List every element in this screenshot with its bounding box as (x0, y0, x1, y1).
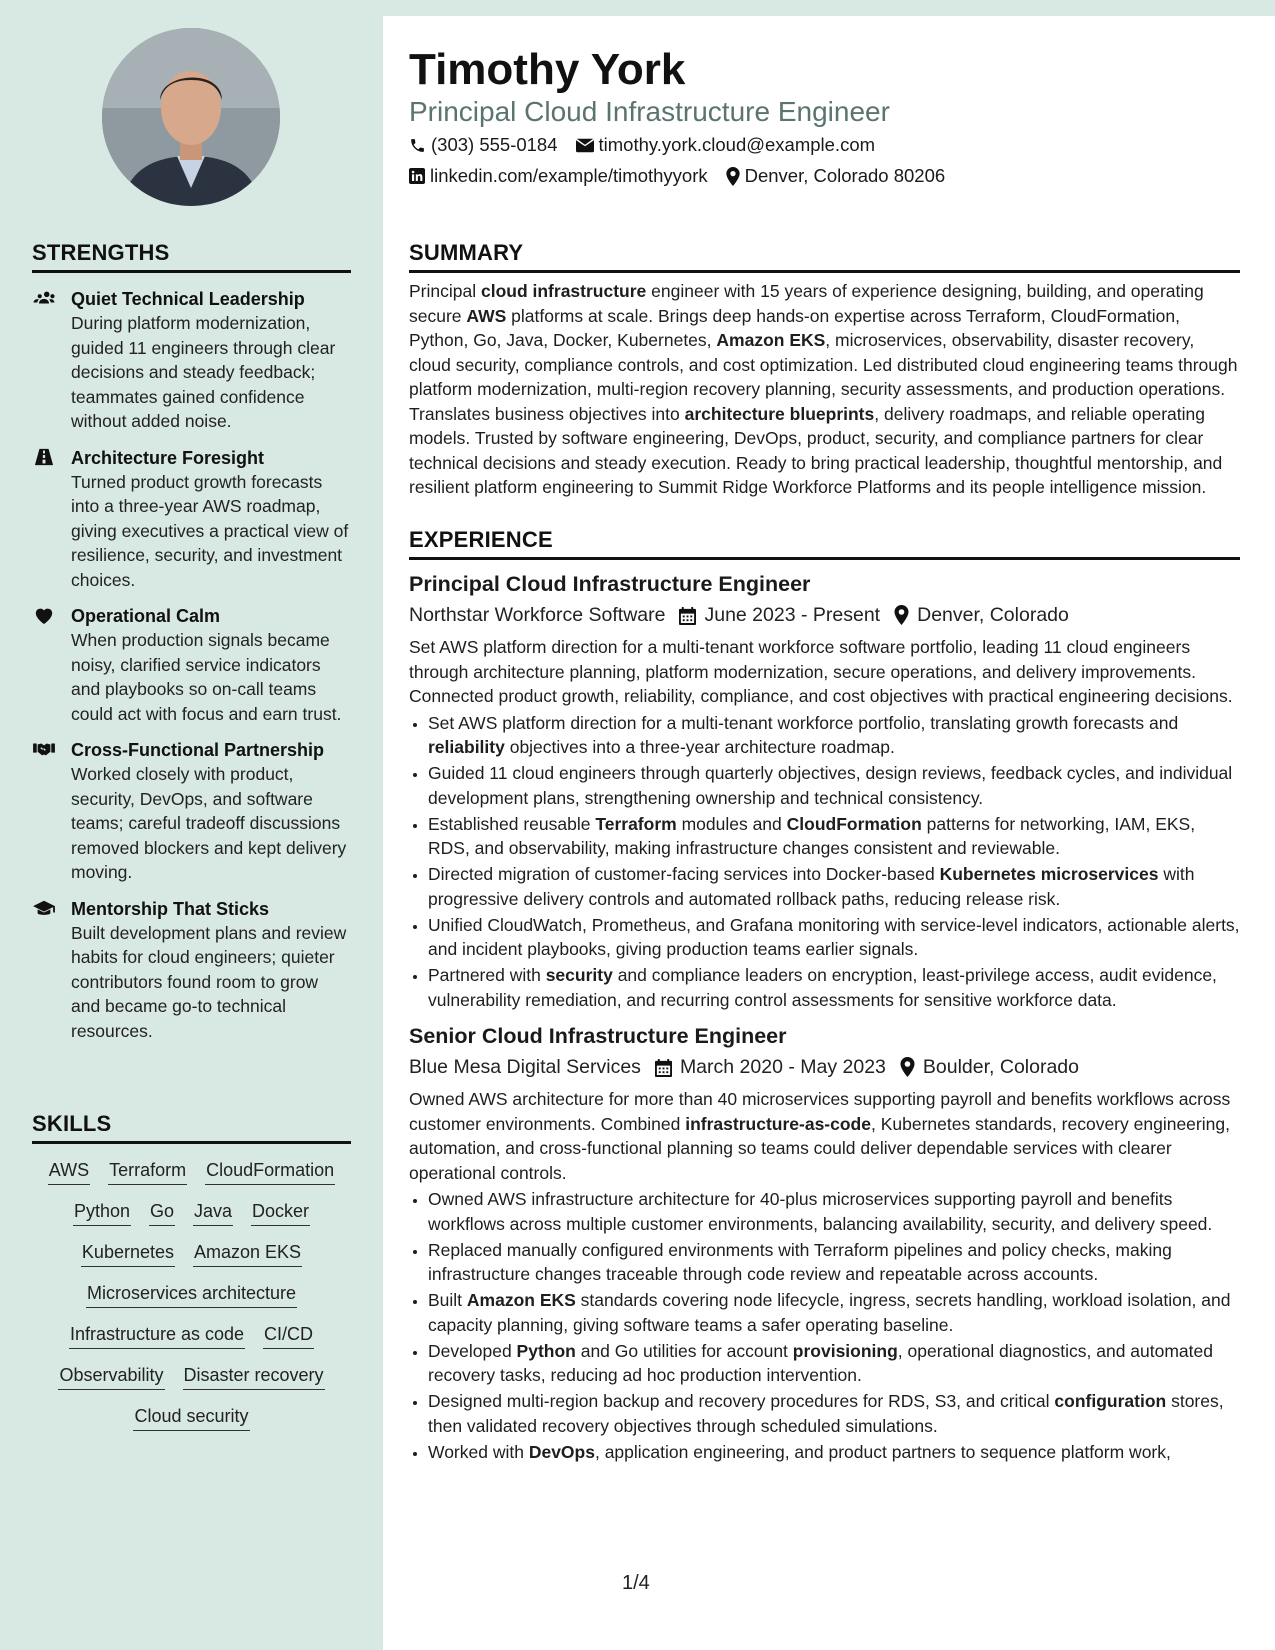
job-entry (409, 1022, 1240, 1464)
bold-keyword: provisioning (792, 1340, 898, 1361)
job-intro: Set AWS platform direction for a multi-tenant workforce software portfolio, leading 11 cloud engineers through architecture planning, platform modernization, secure operations, and delivery improvements. Connected product growth, reliability, compliance, and cost objectives with practical engineering decisions. (409, 637, 1233, 706)
job-bullet (428, 1288, 1240, 1337)
text-run: Set AWS platform direction for a multi-tenant workforce portfolio, translating growth forecasts and (428, 712, 1179, 733)
bold-keyword: Python (516, 1340, 576, 1361)
skill-tag: AWS (48, 1158, 90, 1185)
skill-tag: Disaster recovery (183, 1363, 325, 1390)
job-bullets (409, 711, 1240, 1013)
text-run: and Go utilities for account (575, 1340, 793, 1361)
bold-keyword: reliability (428, 737, 505, 757)
text-run: Developed (428, 1340, 517, 1361)
candidate-name: Timothy York (409, 45, 686, 94)
strength-desc: When production signals became noisy, clarified service indicators and playbooks so on-call teams could act with focus and earn trust. (71, 630, 342, 724)
skill-tag: Infrastructure as code (69, 1322, 245, 1349)
summary-heading: SUMMARY (409, 240, 1240, 273)
phone-text: (303) 555-0184 (431, 134, 558, 155)
page-number: 1/4 (622, 1572, 650, 1594)
job-bullets (409, 1187, 1240, 1464)
strength-item (32, 738, 351, 885)
skill-row (32, 1404, 351, 1431)
bold-keyword: CloudFormation (786, 813, 922, 834)
linkedin-item (409, 164, 708, 188)
users-icon (32, 288, 56, 308)
skill-tag: Cloud security (133, 1404, 249, 1431)
bold-keyword: Amazon EKS (716, 330, 826, 350)
strength-item (32, 897, 351, 1044)
job-location-text: Boulder, Colorado (922, 1056, 1079, 1078)
handshake-icon (32, 739, 56, 759)
text-run: Directed migration of customer-facing services into Docker-based (428, 864, 940, 884)
strength-title: Quiet Technical Leadership (71, 289, 305, 309)
company-name: Northstar Workforce Software (409, 604, 666, 626)
job-bullet (428, 862, 1240, 911)
summary-section (409, 240, 1240, 500)
job-location (894, 601, 1069, 629)
job-intro (409, 1087, 1240, 1185)
phone-icon (409, 137, 426, 154)
company-name: Blue Mesa Digital Services (409, 1056, 641, 1078)
text-run: , operational diagnostics, and automated recovery tasks, reducing ad hoc production intervention. (428, 1340, 1213, 1385)
strength-desc: Built development plans and review habits for cloud engineers; quieter contributors found room to grow and became go-to technical resources. (71, 922, 347, 1041)
map-pin-icon (894, 605, 909, 625)
contact-row-1 (409, 133, 893, 157)
job-bullet (428, 1339, 1240, 1388)
text-run: Established reusable (428, 813, 596, 834)
job-dates-text: June 2023 - Present (704, 604, 881, 626)
skill-row (32, 1158, 351, 1185)
text-run: Owned AWS infrastructure architecture for 40-plus microservices supporting payroll and benefits workflows across multiple customer environments, balancing availability, security, and delivery speed. (428, 1189, 1213, 1234)
text-run: modules and (676, 813, 787, 834)
text-run: engineer with 15 years of experience designing, building, and operating secure (409, 281, 1204, 326)
job-title: Senior Cloud Infrastructure Engineer (409, 1024, 787, 1048)
bold-keyword: Kubernetes microservices (939, 864, 1159, 884)
text-run: platforms at scale. Brings deep hands-on expertise across Terraform, CloudFormation, Python, Go, Java, Docker, Kubernetes, (409, 305, 1180, 350)
strength-title: Mentorship That Sticks (71, 898, 270, 919)
experience-heading: EXPERIENCE (409, 527, 1240, 560)
job-meta (409, 1053, 1240, 1081)
job-dates (655, 1053, 886, 1081)
profile-photo (102, 28, 280, 206)
skill-tag: Observability (58, 1363, 164, 1390)
bold-keyword: configuration (1054, 1391, 1167, 1411)
text-run: , application engineering, and product partners to sequence platform work, (594, 1441, 1171, 1462)
skill-tag: CloudFormation (205, 1158, 335, 1185)
job-entry (409, 570, 1240, 1012)
skill-tag: Terraform (108, 1158, 187, 1185)
contact-row-2 (409, 164, 963, 188)
text-run: patterns for networking, IAM, EKS, RDS, and observability, making infrastructure changes consistent and reviewable. (428, 813, 1196, 858)
strength-desc: Worked closely with product, security, DevOps, and software teams; careful tradeoff discussions removed blockers and kept delivery moving. (71, 764, 347, 882)
skill-tag: Amazon EKS (193, 1240, 302, 1267)
text-run: Partnered with (428, 965, 546, 985)
skill-row (32, 1322, 351, 1349)
bold-keyword: AWS (466, 305, 507, 326)
job-bullet (428, 711, 1240, 760)
skill-tag: Docker (251, 1199, 310, 1226)
strength-item (32, 446, 351, 593)
text-run: and compliance leaders on encryption, least-privilege access, audit evidence, vulnerability remediation, and recurring control assessments for sensitive workforce data. (428, 965, 1217, 1010)
phone-item (409, 133, 558, 157)
strengths-section (32, 240, 351, 1043)
job-title: Principal Cloud Infrastructure Engineer (409, 572, 811, 596)
candidate-title: Principal Cloud Infrastructure Engineer (409, 96, 890, 127)
text-run: , delivery roadmaps, and reliable operating models. Trusted by software engineering, DevOps, product, security, and compliance partners for clear technical decisions and steady execution. Ready to bring practical leadership, thoughtful mentorship, and resilient platform engineering to Summit Ridge Workforce Platforms and its people intelligence mission. (409, 403, 1223, 497)
email-item (576, 133, 876, 157)
map-pin-icon (726, 167, 740, 186)
text-run: Unified CloudWatch, Prometheus, and Grafana monitoring with service-level indicators, actionable alerts, and incident playbooks, giving production teams earlier signals. (428, 914, 1240, 959)
text-run: stores, then validated recovery objectives through scheduled simulations. (428, 1391, 1224, 1436)
skill-row (32, 1363, 351, 1390)
text-run: Designed multi-region backup and recovery procedures for RDS, S3, and critical (428, 1391, 1055, 1411)
strength-title: Operational Calm (71, 606, 221, 626)
job-bullet (428, 1238, 1240, 1287)
text-run: Worked with (428, 1441, 529, 1462)
text-run: Principal (409, 281, 481, 301)
skill-tag: Java (193, 1199, 233, 1226)
skill-row (32, 1199, 351, 1226)
job-bullet (428, 761, 1240, 810)
text-run: standards covering node lifecycle, ingress, secrets handling, workload isolation, and capacity planning, giving software teams a safer operating baseline. (428, 1290, 1231, 1335)
job-location (900, 1053, 1079, 1081)
location-text: Denver, Colorado 80206 (744, 165, 946, 186)
calendar-icon (679, 606, 696, 625)
linkedin-icon (409, 168, 425, 184)
skill-tag: CI/CD (263, 1322, 314, 1349)
linkedin-link[interactable]: linkedin.com/example/timothyyork (430, 165, 708, 186)
summary-text (409, 279, 1240, 500)
bold-keyword: Terraform (595, 813, 677, 834)
job-dates-text: March 2020 - May 2023 (679, 1056, 886, 1078)
bold-keyword: Amazon EKS (466, 1290, 576, 1310)
text-run: objectives into a three-year architecture roadmap. (504, 737, 895, 757)
strength-title: Cross-Functional Partnership (71, 740, 325, 760)
strength-title: Architecture Foresight (71, 447, 265, 468)
calendar-icon (655, 1058, 672, 1077)
strengths-heading: STRENGTHS (32, 240, 351, 273)
map-pin-icon (900, 1057, 915, 1077)
graduation-cap-icon (32, 898, 56, 918)
email-link[interactable]: timothy.york.cloud@example.com (598, 134, 876, 155)
road-icon (32, 447, 56, 467)
skill-row (32, 1240, 351, 1267)
job-bullet (428, 1440, 1240, 1465)
envelope-icon (576, 138, 594, 153)
text-run: Replaced manually configured environments with Terraform pipelines and policy checks, making infrastructure changes traceable through code review and repeatable across accounts. (428, 1239, 1172, 1284)
job-bullet (428, 1187, 1240, 1236)
text-run: Guided 11 cloud engineers through quarterly objectives, design reviews, feedback cycles, and individual development plans, strengthening ownership and technical consistency. (428, 763, 1233, 808)
skill-tag: Microservices architecture (86, 1281, 297, 1308)
text-run: with progressive delivery controls and automated rollback paths, reducing release risk. (428, 864, 1195, 909)
job-location-text: Denver, Colorado (917, 604, 1069, 626)
skill-tag: Python (73, 1199, 131, 1226)
experience-section (409, 527, 1240, 1466)
strength-desc: During platform modernization, guided 11 engineers through clear decisions and steady feedback; teammates gained confidence without added noise. (71, 313, 336, 431)
skill-tag: Kubernetes (81, 1240, 175, 1267)
job-dates (679, 601, 880, 629)
skill-row (32, 1281, 351, 1308)
sidebar (0, 0, 383, 1650)
job-meta (409, 601, 1240, 629)
location-item (726, 164, 946, 188)
text-run: , microservices, observability, disaster recovery, cloud security, compliance controls, and cost optimization. Led distributed cloud engineering teams through platform modernization, multi-region recovery planning, security assessments, and production operations. Translates business objectives into (409, 330, 1238, 424)
job-bullet (428, 1389, 1240, 1438)
bold-keyword: security (545, 965, 613, 985)
bold-keyword: DevOps (528, 1441, 595, 1462)
bold-keyword: cloud infrastructure (480, 281, 647, 301)
job-bullet (428, 812, 1240, 861)
job-bullet (428, 913, 1240, 962)
bold-keyword: architecture blueprints (684, 403, 875, 424)
strength-desc: Turned product growth forecasts into a three-year AWS roadmap, giving executives a practical view of resilience, security, and investment choices. (71, 471, 349, 590)
job-bullet (428, 963, 1240, 1012)
heart-icon (32, 605, 56, 625)
strength-item (32, 604, 351, 726)
text-run: Owned AWS architecture for more than 40 microservices supporting payroll and benefits workflows across customer environments. Combined (409, 1089, 1231, 1134)
text-run: Built (428, 1290, 467, 1310)
text-run: , Kubernetes standards, recovery engineering, automation, and cross-functional planning so teams could deliver dependable services with clearer operational controls. (409, 1113, 1230, 1183)
skills-section (32, 1111, 351, 1445)
bold-keyword: infrastructure-as-code (685, 1113, 871, 1134)
strength-item (32, 287, 351, 434)
skills-heading: SKILLS (32, 1111, 351, 1144)
skills-list (32, 1158, 351, 1431)
skill-tag: Go (149, 1199, 175, 1226)
